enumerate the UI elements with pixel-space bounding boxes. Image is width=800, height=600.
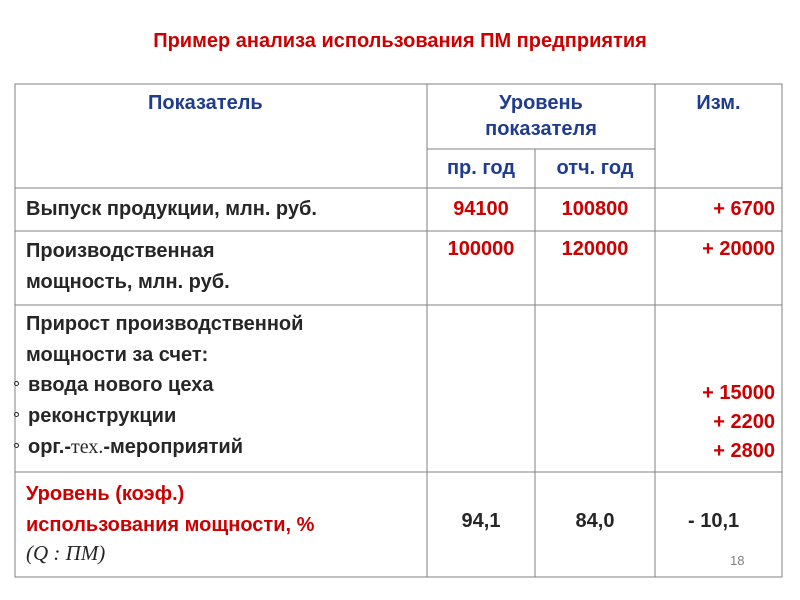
bullet-icon xyxy=(14,412,19,417)
row1-label: Выпуск продукции, млн. руб. xyxy=(26,198,317,220)
bullet-icon xyxy=(14,443,19,448)
page-number: 18 xyxy=(730,553,745,568)
row3-label-line2: мощности за счет: xyxy=(26,344,209,366)
bullet-icon xyxy=(14,381,19,386)
header-indicator: Показатель xyxy=(148,92,263,114)
bullet-label-serif: тех. xyxy=(70,436,104,458)
row1-report: 100800 xyxy=(561,198,629,220)
bullet-label: ввода нового цеха xyxy=(28,374,214,396)
row3-label-line1: Прирост производственной xyxy=(26,313,304,335)
row4-report: 84,0 xyxy=(575,510,615,532)
row4-formula: (Q : ПМ) xyxy=(26,541,106,565)
row3-change-2: + 2200 xyxy=(713,411,775,433)
header-level-line2: показателя xyxy=(485,118,597,140)
header-change: Изм. xyxy=(696,92,741,114)
row2-prev: 100000 xyxy=(447,238,515,260)
row4-label-line2: использования мощности, % xyxy=(26,514,315,536)
row1-prev: 94100 xyxy=(453,198,509,220)
bullet-label: реконструкции xyxy=(28,405,177,427)
row3-change-3: + 2800 xyxy=(713,440,775,462)
bullet-label-prefix: орг.- xyxy=(28,436,71,458)
header-level-line1: Уровень xyxy=(499,92,583,114)
row4-label-line1: Уровень (коэф.) xyxy=(26,483,185,505)
row1-change: + 6700 xyxy=(713,198,775,220)
row2-label-line1: Производственная xyxy=(26,240,215,262)
bullet-label xyxy=(28,432,243,463)
row4-change: - 10,1 xyxy=(688,510,740,532)
bullet-label-suffix: -мероприятий xyxy=(103,436,244,458)
slide-title: Пример анализа использования ПМ предприятия xyxy=(153,30,647,52)
header-prev-year: пр. год xyxy=(446,157,516,179)
row2-label-line2: мощность, млн. руб. xyxy=(26,271,230,293)
row3-change-1: + 15000 xyxy=(702,382,775,404)
row2-change: + 20000 xyxy=(702,238,775,260)
row4-prev: 94,1 xyxy=(461,510,501,532)
row2-report: 120000 xyxy=(561,238,629,260)
header-report-year: отч. год xyxy=(556,157,634,179)
